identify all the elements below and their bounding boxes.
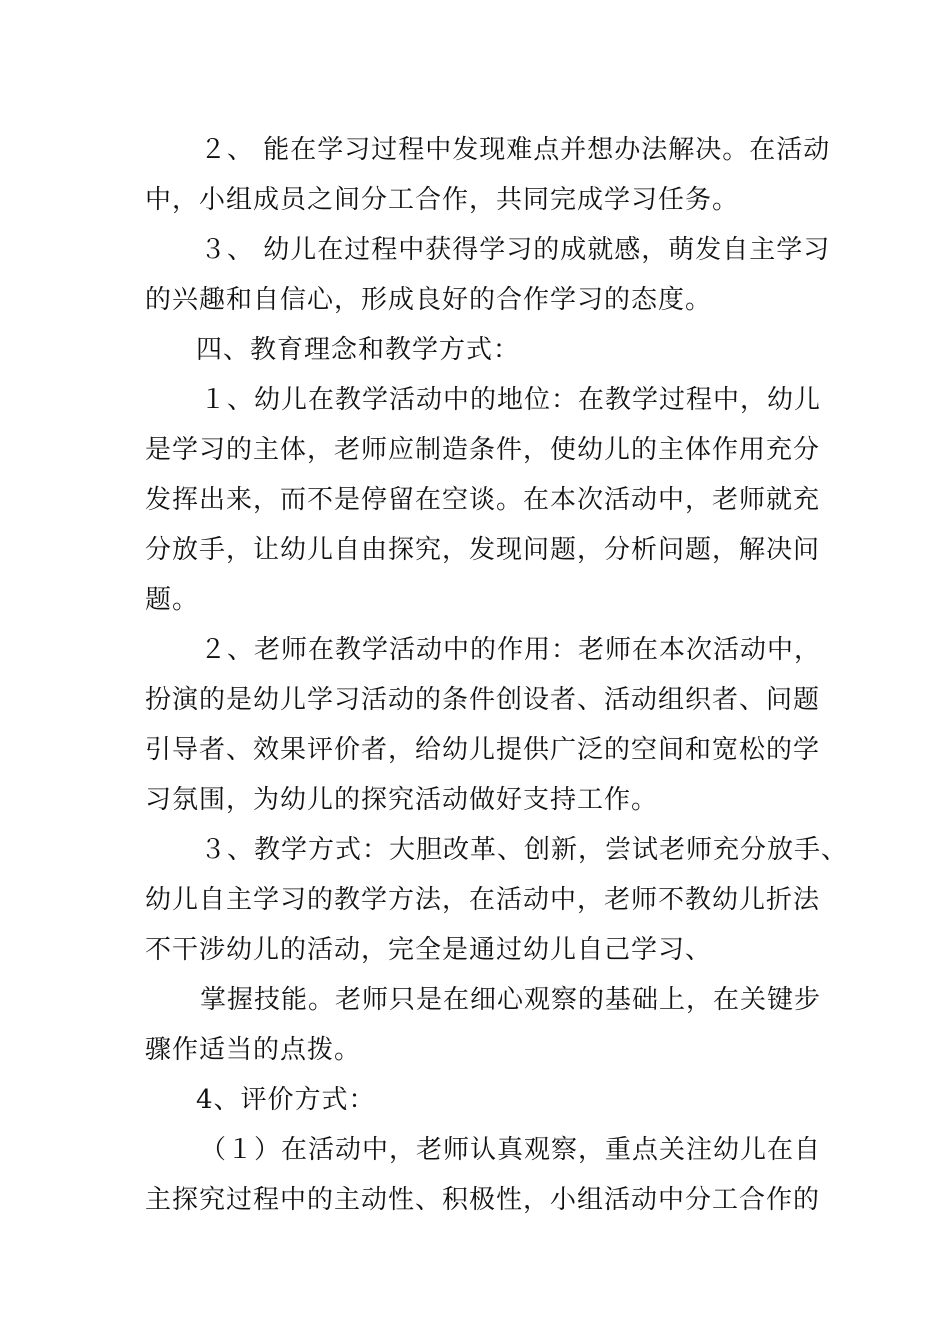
- section-heading: 四、教育理念和教学方式：: [196, 335, 521, 365]
- section-heading: 4、评价方式：: [196, 1085, 376, 1115]
- paragraph-line: １、幼儿在教学活动中的地位：在教学过程中，幼儿: [200, 385, 822, 415]
- paragraph-line: ３、教学方式：大胆改革、创新，尝试老师充分放手、: [200, 835, 849, 865]
- paragraph-line: 掌握技能。老师只是在细心观察的基础上，在关键步: [200, 985, 822, 1015]
- paragraph-line: 骤作适当的点拨。: [145, 1035, 362, 1065]
- paragraph-line: ３、 幼儿在过程中获得学习的成就感，萌发自主学习: [200, 235, 831, 265]
- paragraph-line: 的兴趣和自信心，形成良好的合作学习的态度。: [145, 285, 713, 315]
- paragraph-line: 题。: [145, 585, 200, 615]
- paragraph-line: 扮演的是幼儿学习活动的条件创设者、活动组织者、问题: [145, 685, 821, 715]
- paragraph-line: 不干涉幼儿的活动，完全是通过幼儿自己学习、: [145, 935, 713, 965]
- paragraph-line: 引导者、效果评价者，给幼儿提供广泛的空间和宽松的学: [145, 735, 821, 765]
- paragraph-line: 幼儿自主学习的教学方法，在活动中，老师不教幼儿折法: [145, 885, 821, 915]
- paragraph-line: 主探究过程中的主动性、积极性，小组活动中分工合作的: [145, 1185, 821, 1215]
- paragraph-line: 中，小组成员之间分工合作，共同完成学习任务。: [145, 185, 740, 215]
- paragraph-line: 习氛围，为幼儿的探究活动做好支持工作。: [145, 785, 659, 815]
- paragraph-line: 是学习的主体，老师应制造条件，使幼儿的主体作用充分: [145, 435, 821, 465]
- paragraph-line: 发挥出来，而不是停留在空谈。在本次活动中，老师就充: [145, 485, 821, 515]
- paragraph-line: ２、老师在教学活动中的作用：老师在本次活动中，: [200, 635, 822, 665]
- paragraph-line: （１）在活动中，老师认真观察，重点关注幼儿在自: [200, 1135, 822, 1165]
- paragraph-line: 分放手，让幼儿自由探究，发现问题，分析问题，解决问: [145, 535, 821, 565]
- paragraph-line: ２、 能在学习过程中发现难点并想办法解决。在活动: [200, 135, 831, 165]
